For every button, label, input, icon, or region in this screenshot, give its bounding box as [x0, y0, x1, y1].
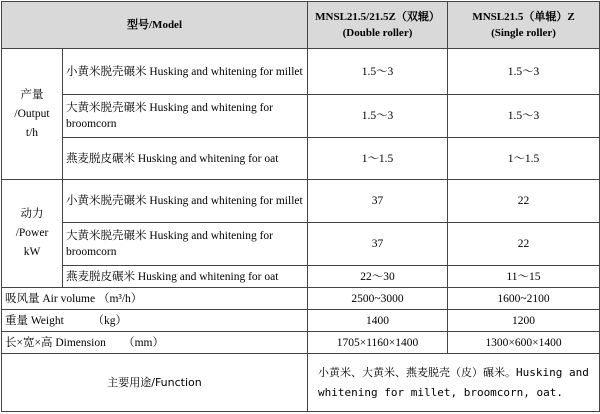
table-row [2, 288, 600, 310]
air-volume-single: 1600~2100 [448, 288, 600, 310]
output-group-unit: t/h [25, 126, 39, 139]
output-group-label [2, 49, 63, 180]
single-roller-model: MNSL21.5（单辊）Z [472, 11, 575, 23]
weight-label: 重量 Weight （kg） [2, 310, 308, 332]
power-millet-double: 37 [308, 180, 448, 223]
air-volume-double: 2500~3000 [308, 288, 448, 310]
model-header: 型号/Model [2, 2, 308, 49]
table-row [2, 223, 600, 266]
output-millet-double: 1.5～3 [308, 49, 448, 95]
output-oat-label: 燕麦脱皮碾米 Husking and whitening for oat [63, 138, 308, 180]
function-line-2: whitening for millet, broomcorn, oat. [318, 385, 564, 399]
header-row [2, 2, 600, 49]
table-row [2, 95, 600, 138]
spec-table [1, 1, 600, 412]
function-text [308, 354, 600, 412]
spec-sheet [1, 1, 599, 412]
output-broomcorn-single: 1.5～3 [448, 95, 600, 138]
table-row [2, 266, 600, 288]
double-roller-model: MNSL21.5/21.5Z（双辊） [315, 11, 440, 23]
output-millet-label: 小黄米脱壳碾米 Husking and whitening for millet [63, 49, 308, 95]
power-group-en: /Power [15, 227, 49, 239]
power-oat-single: 11～15 [448, 266, 600, 288]
dimension-single: 1300×600×1400 [448, 332, 600, 354]
output-group-en: /Output [14, 107, 50, 120]
function-label: 主要用途/Function [2, 354, 308, 412]
output-broomcorn-double: 1.5～3 [308, 95, 448, 138]
output-group-cn: 产量 [20, 88, 44, 101]
table-row [2, 49, 600, 95]
table-row [2, 310, 600, 332]
power-group-unit: kW [23, 246, 41, 258]
power-broomcorn-double: 37 [308, 223, 448, 266]
power-oat-double: 22～30 [308, 266, 448, 288]
weight-double: 1400 [308, 310, 448, 332]
power-broomcorn-single: 22 [448, 223, 600, 266]
single-roller-type: (Single roller) [491, 27, 556, 39]
table-row [2, 138, 600, 180]
output-millet-single: 1.5～3 [448, 49, 600, 95]
power-millet-label: 小黄米脱壳碾米 Husking and whitening for millet [63, 180, 308, 223]
output-broomcorn-label: 大黄米脱壳碾米 Husking and whitening for broomcorn [63, 95, 308, 138]
table-row [2, 180, 600, 223]
output-oat-single: 1～1.5 [448, 138, 600, 180]
power-group-label [2, 180, 63, 288]
dimension-double: 1705×1160×1400 [308, 332, 448, 354]
table-row [2, 332, 600, 354]
dimension-label: 长×宽×高 Dimension （mm） [2, 332, 308, 354]
table-row [2, 354, 600, 412]
power-broomcorn-label: 大黄米脱壳碾米 Husking and whitening for broomcorn [63, 223, 308, 266]
power-millet-single: 22 [448, 180, 600, 223]
double-roller-type: (Double roller) [342, 27, 413, 39]
function-line-1: 小黄米、大黄米、燕麦脱壳（皮）碾米。Husking and [318, 365, 589, 379]
output-oat-double: 1～1.5 [308, 138, 448, 180]
double-roller-header [308, 2, 448, 49]
single-roller-header [448, 2, 600, 49]
air-volume-label: 吸风量 Air volume （m³/h） [2, 288, 308, 310]
power-oat-label: 燕麦脱皮碾米 Husking and whitening for oat [63, 266, 308, 288]
weight-single: 1200 [448, 310, 600, 332]
power-group-cn: 动力 [20, 208, 44, 220]
